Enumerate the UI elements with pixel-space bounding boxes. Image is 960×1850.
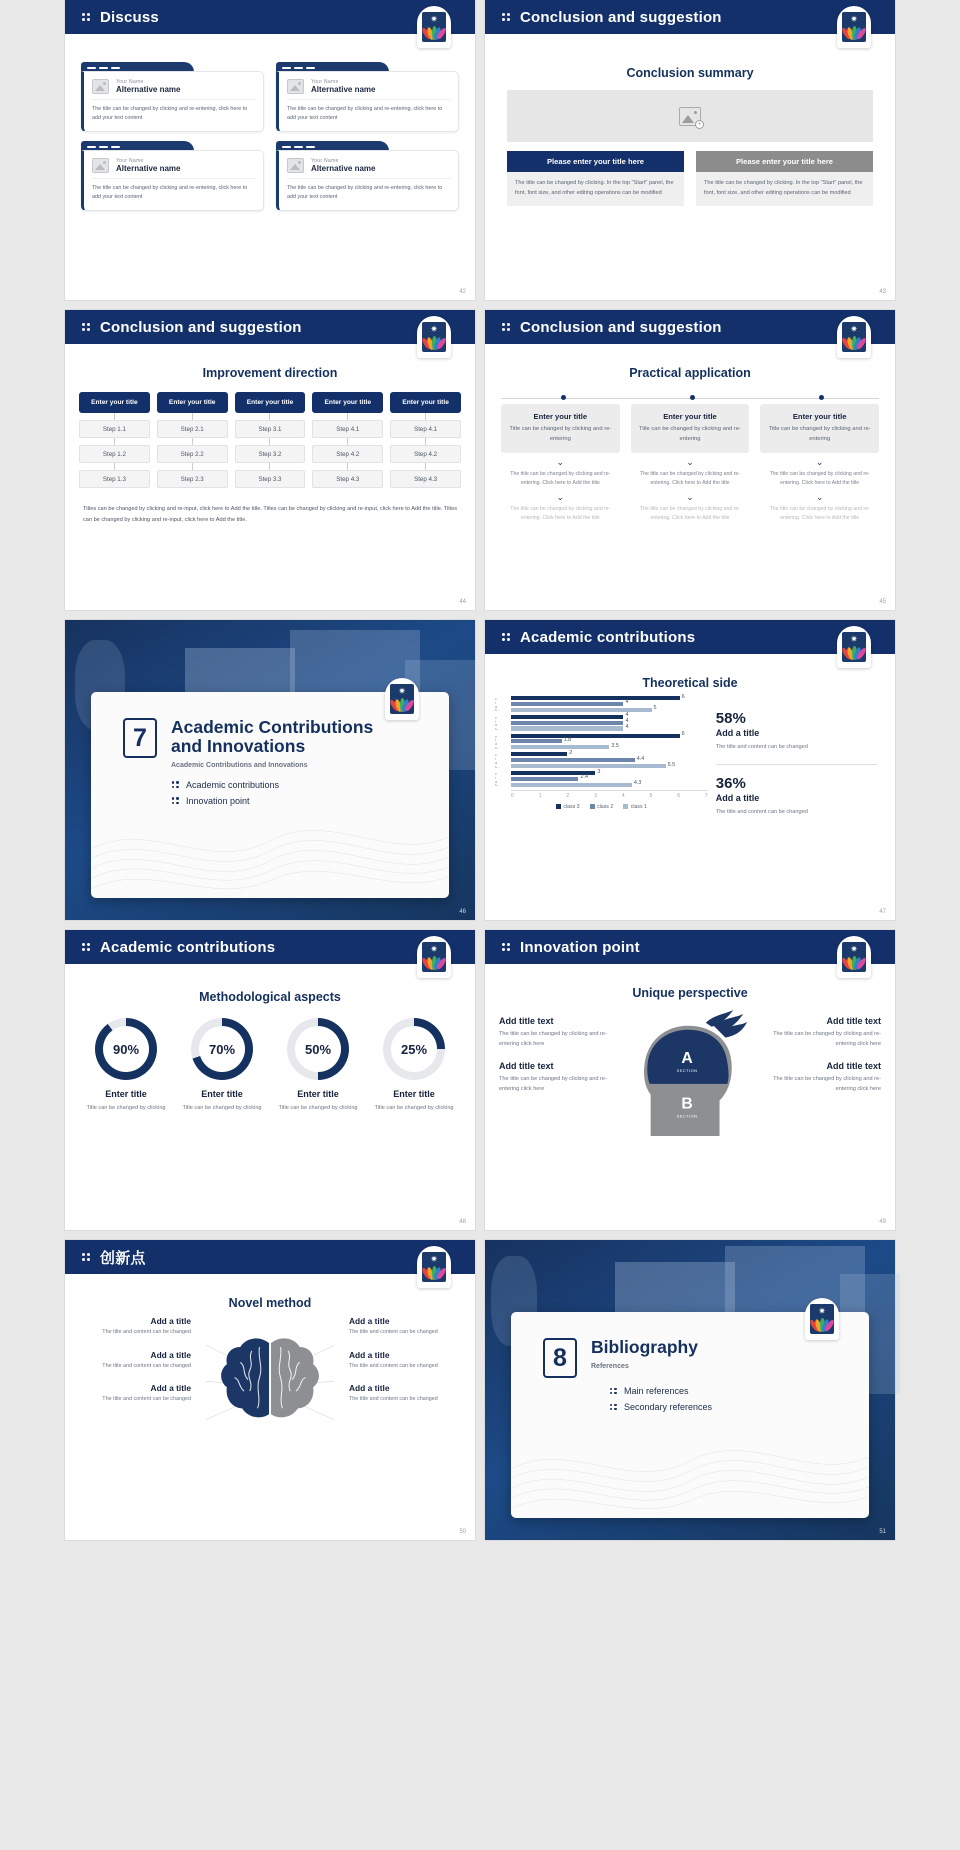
card-desc: Title can be changed by clicking and re-entering [639,426,741,442]
chart-value-label: 4 [625,699,629,706]
slide-title: Unique perspective [632,986,748,1000]
timeline-dot [819,395,824,400]
left-text-column [79,1316,191,1439]
slide-theoretical-side [485,620,895,920]
card-desc: Title can be changed by clicking and re-entering [509,426,612,442]
block-title[interactable]: Add a title [150,1316,191,1326]
folder-card[interactable] [276,62,459,132]
dots-icon [81,322,93,332]
donut-label[interactable]: Enter title [105,1089,147,1099]
slide-novel-method [65,1240,475,1540]
card-sub-1: The title can be changed by clicking and re-entering. Click here to Add the title [769,470,870,486]
block-desc: The title can be changed by clicking and re-entering click here [773,1031,881,1048]
stat-percent: 58% [715,710,746,727]
card-title[interactable]: Enter your title [663,412,717,421]
block-desc: The title and content can be changed [102,1362,191,1369]
column-caption[interactable]: Please enter your title here [507,151,684,172]
image-placeholder-icon [287,79,304,94]
column-body: The title can be changed by clicking. In the top "Start" panel, the font, font size, and other editing operations can be modified [696,172,873,206]
slide-section-7 [65,620,475,920]
chevron-down-icon: ⌄ [556,491,565,502]
right-text-column [764,1010,881,1135]
chart-bar [511,749,573,756]
slide-header [65,310,475,344]
university-logo: ✷ [837,6,871,48]
slide-header [485,310,895,344]
summary-column [507,151,684,206]
page-number: 49 [879,1219,886,1225]
chart-value-label: 6 [681,693,685,700]
stat-title[interactable]: Add a title [715,728,760,738]
dots-icon [81,12,93,22]
donut-sub: Title can be changed by clicking [278,1105,358,1111]
donut-ring [383,1018,445,1080]
chart-y-label: c l a s... [495,697,500,713]
card-description: The title can be changed by clicking and re-entering, click here to add your text content [287,106,443,121]
card-description: The title can be changed by clicking and re-entering, click here to add your text content [92,106,248,121]
slide-section-8 [485,1240,895,1540]
card-sub-1: The title can be changed by clicking and re-entering. Click here to Add the title [510,470,611,486]
section-bullet[interactable] [609,1402,712,1412]
card-alt-name: Alternative name [311,85,376,94]
dots-icon [171,796,180,805]
step-cell[interactable]: Step 3.3 [235,470,306,488]
donut-item [177,1018,267,1113]
header-title: 创新点 [100,1249,146,1267]
chart-bar [511,712,629,719]
chart-bar [511,742,619,749]
step-column [390,392,461,488]
horizontal-bar-chart [495,693,708,818]
section-subtitle: References [591,1362,629,1370]
page-number: 43 [879,289,886,295]
chart-x-tick: 6 [677,792,680,799]
card-name: Your Name [311,79,339,85]
svg-text:SECTION: SECTION [676,1113,698,1119]
chart-bars [495,693,708,788]
donut-value: 25% [391,1026,437,1072]
section-card [511,1306,869,1518]
card-alt-name: Alternative name [116,85,181,94]
chevron-down-icon: ⌄ [556,456,565,467]
chart-y-label: c l a s... [495,734,500,750]
chart-value-label: 6 [681,731,685,738]
chart-x-tick: 1 [538,792,542,799]
university-logo: ✷ [837,936,871,978]
section-background [485,1240,895,1540]
section-background [65,620,475,920]
brain-graphic [195,1316,345,1439]
application-card [631,404,750,523]
section-title-line2: and Innovations [171,735,306,756]
chart-value-label: 5 [653,705,657,712]
step-column [157,392,228,488]
donut-value: 50% [295,1026,341,1072]
slide-header [65,930,475,964]
dots-icon [501,632,513,642]
chart-bar [511,731,685,738]
chart-legend [495,804,708,810]
university-logo: ✷ [417,6,451,48]
header-title: Academic contributions [100,938,276,956]
chart-bar [511,774,588,781]
step-cell[interactable]: Step 4.2 [312,445,383,463]
page-number: 45 [879,599,886,605]
section-subtitle: Academic Contributions and Innovations [171,761,308,769]
step-cell[interactable]: Step 3.1 [235,420,306,438]
block-title[interactable]: Add a title [150,1383,191,1394]
dots-icon [609,1387,618,1396]
slide-title: Novel method [228,1296,312,1310]
stat-desc: The title and content can be changed [715,808,808,815]
university-logo: ✷ [837,626,871,668]
step-cell[interactable]: Step 2.3 [157,470,228,488]
folder-card[interactable] [81,62,264,132]
timeline-dot [690,395,695,400]
donut-row [65,1018,475,1113]
university-logo: ✷ [417,936,451,978]
slide-title: Improvement direction [202,366,338,380]
university-logo: ✷ [417,316,451,358]
donut-label[interactable]: Enter title [393,1089,435,1099]
page-number: 50 [459,1529,466,1535]
slide-header [485,620,895,654]
column-body: The title can be changed by clicking. In the top "Start" panel, the font, font size, and other editing operations can be modified [507,172,684,206]
chart-x-tick: 7 [704,792,708,799]
step-column [312,392,383,488]
timeline-dot [561,395,566,400]
image-placeholder-icon [92,79,109,94]
chart-value-label: 4 [625,718,629,725]
header-title: Conclusion and suggestion [520,8,722,26]
donut-item [369,1018,459,1113]
university-logo: ✷ [385,678,419,720]
application-card [760,404,879,523]
chart-bar [511,699,629,706]
chart-bar [511,736,572,743]
page-number: 44 [459,599,466,605]
step-cell[interactable]: Step 1.3 [79,470,150,488]
summary-column [696,151,873,206]
block-title[interactable]: Add a title [349,1349,390,1360]
folder-card-grid [65,48,475,211]
chart-value-label: 3 [597,768,601,775]
chart-x-tick: 0 [511,792,514,799]
page-number: 51 [879,1529,886,1535]
donut-item [273,1018,363,1113]
donut-sub: Title can be changed by clicking [86,1105,166,1111]
dots-icon [501,322,513,332]
card-sub-2: The title can be changed by clicking and re-entering. Click here to Add the title [769,505,870,521]
step-header[interactable]: Enter your title [390,392,461,413]
slide-header [485,930,895,964]
chart-value-label: 1.8 [563,736,572,743]
chart-value-label: 4.3 [633,780,642,787]
stat-item [716,710,877,753]
step-cell[interactable]: Step 4.1 [390,420,461,438]
chart-x-tick: 3 [594,792,597,799]
slide-header [485,0,895,34]
slide-discuss [65,0,475,300]
block-title[interactable]: Add title text [499,1016,554,1026]
slide-conclusion-summary [485,0,895,300]
bullet-label: Academic contributions [186,779,280,790]
slide-header [65,1240,475,1274]
right-text-column [349,1316,461,1439]
block-title[interactable]: Add a title [349,1383,390,1394]
university-logo: ✷ [837,316,871,358]
card-name: Your Name [311,157,339,164]
donut-sub: Title can be changed by clicking [182,1105,262,1111]
block-desc: The title can be changed by clicking and re-entering click here [773,1076,881,1093]
chart-value-label: 2.4 [580,774,588,781]
chart-group [495,712,708,732]
chart-bar [511,755,645,762]
step-header[interactable]: Enter your title [157,392,228,413]
chart-value-label: 2 [569,749,573,756]
chart-title: Theoretical side [642,676,738,690]
image-placeholder-icon [287,158,304,173]
card-name: Your Name [116,79,144,85]
card-description: The title can be changed by clicking and re-entering, click here to add your text content [287,184,443,200]
chart-group [495,768,708,788]
chevron-down-icon: ⌄ [815,491,824,502]
section-number: 8 [543,1338,577,1378]
chart-x-axis [511,790,708,799]
section-title-line1: Bibliography [591,1337,698,1357]
block-title[interactable]: Add a title [349,1316,390,1326]
image-placeholder-icon [92,158,109,173]
folder-card[interactable] [276,141,459,211]
dots-icon [81,942,93,952]
step-cell[interactable]: Step 3.2 [235,445,306,463]
slide-title: Methodological aspects [199,990,341,1004]
step-column [79,392,150,488]
add-image-icon: + [679,107,701,126]
legend-item[interactable]: class 3 [556,804,580,810]
column-caption[interactable]: Please enter your title here [696,151,873,172]
donut-item [81,1018,171,1113]
chevron-down-icon: ⌄ [686,491,694,502]
card-sub-1: The title can be changed by clicking and re-entering. Click here to Add the title [639,470,741,486]
chart-group [495,693,708,713]
slide-unique-perspective [485,930,895,1230]
block-title[interactable]: Add a title [150,1349,191,1360]
step-cell[interactable]: Step 4.1 [312,420,383,438]
university-logo: ✷ [805,1298,839,1340]
application-card [501,404,620,523]
chart-x-tick: 5 [649,792,653,799]
step-cell[interactable]: Step 4.3 [312,470,383,488]
bullet-label: Main references [624,1385,689,1396]
donut-ring [95,1018,157,1080]
dots-icon [609,1403,618,1412]
stat-percent: 36% [715,774,746,792]
header-title: Conclusion and suggestion [520,318,722,336]
section-card [91,686,449,898]
step-header[interactable]: Enter your title [79,392,150,413]
slide-practical-application [485,310,895,610]
chart-value-label: 3.5 [611,742,619,749]
chart-value-label: 4 [625,712,629,719]
section-bullet[interactable] [171,780,373,790]
svg-text:SECTION: SECTION [676,1068,698,1074]
step-cell[interactable]: Step 1.1 [79,420,150,438]
slide-improvement-direction [65,310,475,610]
image-placeholder-box[interactable] [507,90,873,142]
section-bullet[interactable] [171,796,373,806]
slide-methodological-aspects [65,930,475,1230]
step-header[interactable]: Enter your title [312,392,383,413]
block-desc: The title and content can be changed [349,1396,438,1403]
block-desc: The title and content can be changed [102,1329,191,1335]
chart-y-label: c l a s... [495,753,500,769]
block-desc: The title and content can be changed [102,1396,191,1403]
card-sub-2: The title can be changed by clicking and re-entering. Click here to Add the title [510,505,611,521]
page-number: 42 [459,289,466,295]
svg-text:B: B [681,1095,693,1113]
block-desc: The title can be changed by clicking and re-entering click here [499,1031,607,1048]
block-title[interactable]: Add title text [499,1061,554,1072]
stat-desc: The title and content can be changed [715,744,808,750]
section-bullet[interactable] [609,1386,712,1396]
donut-label[interactable]: Enter title [297,1089,339,1099]
university-logo: ✷ [417,1246,451,1288]
donut-sub: Title can be changed by clicking [374,1105,454,1111]
head-silhouette-graphic [620,1010,760,1135]
header-title: Academic contributions [520,628,696,646]
step-cell[interactable]: Step 4.3 [390,470,461,488]
donut-value: 90% [103,1026,149,1072]
donut-value: 70% [199,1026,245,1072]
chart-y-label: c l a s... [495,772,500,788]
chart-value-label: 4.4 [636,755,645,762]
chart-y-label: c l a s... [495,715,500,732]
folder-card[interactable] [81,141,264,211]
chart-x-tick: 2 [566,792,570,799]
card-name: Your Name [116,157,144,164]
header-title: Discuss [100,8,159,26]
block-desc: The title and content can be changed [349,1362,438,1369]
page-number: 46 [459,909,466,915]
section-title-line1: Academic Contributions [171,717,374,737]
step-cell[interactable]: Step 2.1 [157,420,228,438]
card-description: The title can be changed by clicking and re-entering, click here to add your text content [92,184,248,200]
legend-item[interactable]: class 2 [590,804,614,810]
donut-label[interactable]: Enter title [201,1089,243,1099]
header-title: Innovation point [520,938,640,956]
bullet-label: Innovation point [186,795,250,806]
slide-title: Practical application [629,366,751,380]
card-alt-name: Alternative name [116,163,181,173]
slide-header [65,0,475,34]
dots-icon [501,12,513,22]
chevron-down-icon: ⌄ [686,456,694,467]
dots-icon [81,1252,93,1262]
chart-x-tick: 4 [621,792,625,799]
bullet-label: Secondary references [624,1401,713,1412]
stat-title[interactable]: Add a title [715,792,760,803]
page-number: 47 [879,909,886,915]
chart-bar [511,705,657,712]
step-cell[interactable]: Step 4.2 [390,445,461,463]
slide-note: Titles can be changed by clicking and re-input, click here to Add the title. Titles can be changed by clicking and re-input, click here to Add the title. Titles can be changed by clicking and re-input, click here to Add the title. [83,506,457,523]
application-cards [485,404,895,523]
block-title[interactable]: Add title text [826,1061,881,1072]
card-title[interactable]: Enter your title [792,412,847,421]
left-text-column [499,1010,616,1135]
donut-ring [191,1018,253,1080]
chart-group [495,749,708,769]
header-title: Conclusion and suggestion [100,318,302,336]
step-cell[interactable]: Step 1.2 [79,445,150,463]
card-title[interactable]: Enter your title [533,412,588,421]
stat-item [716,764,877,818]
block-title[interactable]: Add title text [826,1016,881,1026]
chart-value-label: 4 [625,724,629,731]
step-cell[interactable]: Step 2.2 [157,445,228,463]
step-header[interactable]: Enter your title [235,392,306,413]
block-desc: The title can be changed by clicking and re-entering click here [499,1076,607,1093]
card-desc: Title can be changed by clicking and re-entering [768,426,871,442]
chevron-down-icon: ⌄ [815,456,824,467]
svg-text:A: A [681,1050,693,1068]
chart-group [495,731,708,750]
chart-bar [511,724,629,731]
dots-icon [501,942,513,952]
card-sub-2: The title can be changed by clicking and re-entering. Click here to Add the title [639,505,741,521]
chart-bar [511,693,685,700]
chart-bar [511,761,676,768]
card-alt-name: Alternative name [311,163,376,173]
chart-bar [511,780,642,787]
chart-bar [511,718,629,725]
stat-column [716,696,877,818]
donut-ring [287,1018,349,1080]
page-number: 48 [459,1219,466,1225]
slide-title: Conclusion summary [626,66,754,80]
step-column [235,392,306,488]
legend-item[interactable]: class 1 [623,804,647,810]
chart-value-label: 5.5 [667,761,676,768]
block-desc: The title and content can be changed [349,1329,438,1335]
step-columns [65,392,475,488]
section-number: 7 [123,718,157,758]
dots-icon [171,780,180,789]
timeline-axis [501,394,879,404]
